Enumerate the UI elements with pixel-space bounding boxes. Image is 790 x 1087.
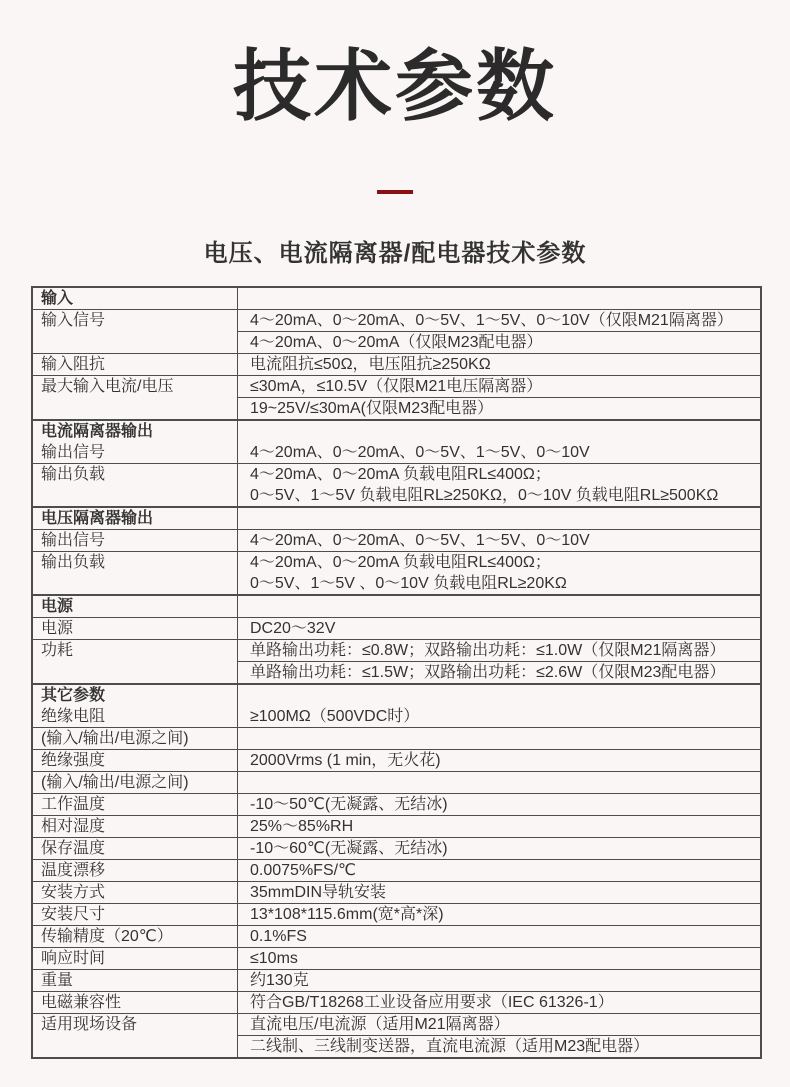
row-value: 4～20mA、0～20mA、0～5V、1～5V、0～10V [237, 530, 760, 551]
table-row-other-params-insulation-resistance [33, 683, 760, 727]
row-value [237, 772, 760, 793]
row-label: 输出信号 [41, 443, 106, 461]
row-value-group [237, 1014, 760, 1057]
row-value: 0.1%FS [237, 926, 760, 947]
table-row-applicable-field-devices [33, 1013, 760, 1057]
row-value-group [237, 310, 760, 353]
row-value [237, 728, 760, 749]
row-value: 13*108*115.6mm(宽*高*深) [237, 904, 760, 925]
row-label: (输入/输出/电源之间) [41, 773, 189, 791]
row-label: 电源 [41, 619, 74, 637]
table-row-section-voltage-isolator-output [33, 506, 760, 529]
table-row-between-io-power-1 [33, 727, 760, 749]
row-value: 符合GB/T18268工业设备应用要求（IEC 61326-1） [237, 992, 760, 1013]
row-value: DC20～32V [237, 618, 760, 639]
row-label-group [33, 685, 237, 727]
row-value: 0～5V、1～5V 、0～10V 负载电阻RL≥20KΩ [250, 574, 567, 592]
table-row-output-load-voltage [33, 551, 760, 594]
row-value: 4～20mA、0～20mA 负载电阻RL≤400Ω； [250, 553, 551, 571]
row-value: 19~25V/≤30mA(仅限M23配电器） [238, 397, 760, 419]
row-value: 直流电压/电流源（适用M21隔离器） [250, 1015, 510, 1033]
row-label: 工作温度 [41, 795, 106, 813]
table-row-power-supply [33, 617, 760, 639]
row-label-group [33, 421, 237, 463]
row-value: 4～20mA、0～20mA、0～5V、1～5V、0～10V [237, 421, 760, 463]
row-label: 安装方式 [41, 883, 106, 901]
row-label: 输入 [41, 289, 74, 307]
table-row-storage-temperature [33, 837, 760, 859]
page-title: 技术参数 [232, 42, 557, 130]
row-label: 安装尺寸 [41, 905, 106, 923]
row-label: 输出负载 [41, 553, 106, 571]
row-label: 适用现场设备 [41, 1015, 138, 1033]
table-row-response-time [33, 947, 760, 969]
row-label: 传输精度（20℃） [41, 927, 173, 945]
row-label: 绝缘强度 [41, 751, 106, 769]
row-label: 重量 [41, 971, 74, 989]
row-value: ≥100MΩ（500VDC时） [237, 685, 760, 727]
row-label: 响应时间 [41, 949, 106, 967]
section-subtitle: 电压、电流隔离器/配电器技术参数 [203, 239, 587, 267]
row-label: 输入信号 [41, 311, 106, 329]
row-value: 0.0075%FS/℃ [237, 860, 760, 881]
row-value-group [237, 552, 760, 594]
row-value: 二线制、三线制变送器，直流电流源（适用M23配电器） [238, 1035, 760, 1057]
row-section-header: 其它参数 [41, 686, 106, 704]
row-label: 绝缘电阻 [41, 707, 106, 725]
table-row-relative-humidity [33, 815, 760, 837]
row-label: 保存温度 [41, 839, 106, 857]
row-label: 电压隔离器输出 [41, 509, 154, 527]
row-value: 25%～85%RH [237, 816, 760, 837]
row-value: -10～50℃(无凝露、无结冰) [237, 794, 760, 815]
row-label: 相对湿度 [41, 817, 106, 835]
row-label: 最大输入电流/电压 [41, 377, 174, 395]
row-label: 电磁兼容性 [41, 993, 122, 1011]
table-row-transmission-accuracy [33, 925, 760, 947]
row-value: 电流阻抗≤50Ω，电压阻抗≥250KΩ [237, 354, 760, 375]
row-label: 输入阻抗 [41, 355, 106, 373]
spec-table [31, 286, 762, 1059]
row-section-header: 电流隔离器输出 [41, 422, 154, 440]
table-row-input-signal [33, 309, 760, 353]
table-row-section-input [33, 288, 760, 309]
row-value-group [237, 640, 760, 683]
row-value-group [237, 464, 760, 506]
row-value-group [237, 376, 760, 419]
table-row-power-consumption [33, 639, 760, 683]
row-value: 单路输出功耗：≤0.8W；双路输出功耗：≤1.0W（仅限M21隔离器） [250, 641, 726, 659]
table-row-between-io-power-2 [33, 771, 760, 793]
table-row-mounting-dimensions [33, 903, 760, 925]
table-row-max-input [33, 375, 760, 419]
row-value: 单路输出功耗：≤1.5W；双路输出功耗：≤2.6W（仅限M23配电器） [238, 661, 760, 683]
row-label: 输出信号 [41, 531, 106, 549]
row-value: ≤30mA，≤10.5V（仅限M21电压隔离器） [250, 377, 543, 395]
table-row-input-impedance [33, 353, 760, 375]
table-row-output-load-current [33, 463, 760, 506]
row-value: ≤10ms [237, 948, 760, 969]
table-row-current-isolator-output [33, 419, 760, 463]
row-value: 4～20mA、0～20mA 负载电阻RL≤400Ω； [250, 465, 551, 483]
row-label: 电源 [41, 597, 74, 615]
table-row-output-signal-voltage [33, 529, 760, 551]
row-value: 0～5V、1～5V 负载电阻RL≥250KΩ，0～10V 负载电阻RL≥500KΩ [250, 486, 719, 504]
row-value [237, 596, 760, 617]
row-value: 4～20mA、0～20mA、0～5V、1～5V、0～10V（仅限M21隔离器） [250, 311, 733, 329]
row-value: 2000Vrms (1 min，无火花) [237, 750, 760, 771]
row-value: 约130克 [237, 970, 760, 991]
table-row-mounting-method [33, 881, 760, 903]
table-row-temperature-drift [33, 859, 760, 881]
table-row-insulation-strength [33, 749, 760, 771]
row-value [237, 508, 760, 529]
row-value: 4～20mA、0～20mA（仅限M23配电器） [238, 331, 760, 353]
table-row-emc [33, 991, 760, 1013]
row-label: 温度漂移 [41, 861, 106, 879]
row-value: -10～60℃(无凝露、无结冰) [237, 838, 760, 859]
row-value [237, 288, 760, 309]
table-row-weight [33, 969, 760, 991]
table-row-working-temperature [33, 793, 760, 815]
table-row-section-power [33, 594, 760, 617]
title-accent-divider [377, 190, 413, 194]
row-label: (输入/输出/电源之间) [41, 729, 189, 747]
row-label: 功耗 [41, 641, 74, 659]
row-value: 35mmDIN导轨安装 [237, 882, 760, 903]
row-label: 输出负载 [41, 465, 106, 483]
